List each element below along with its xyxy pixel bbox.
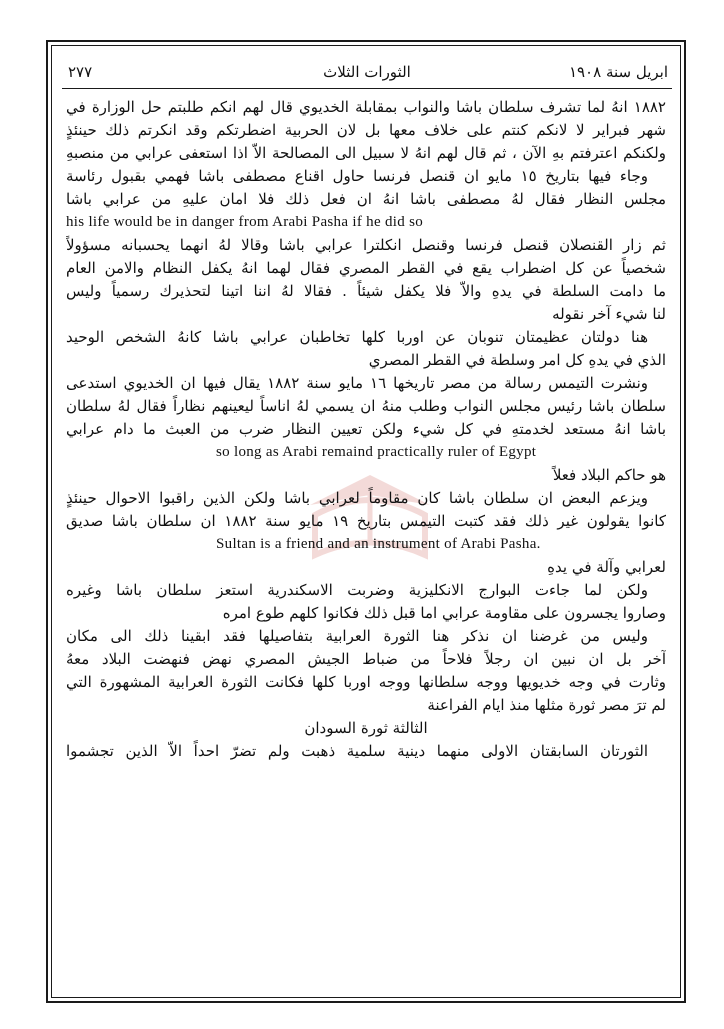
text-line: مجلس النظار فقال لهُ مصطفى باشا انهُ ان فعل ذلك فلا امان عليهِ من عرابي باشا [66,190,666,208]
text-line: ويزعم البعض ان سلطان باشا كان مقاوماً لعرابي باشا ولكن الذين راقبوا الاحوال حينئذٍ [66,489,648,507]
text-line: لعرابي وآلة في يدهِ [547,558,666,576]
text-line: شخصياً عن كل اضطراب يقع في القطر المصري فقال لهما انهُ يكفل النظام والامن العام [66,259,666,277]
text-line: ونشرت التيمس رسالة من مصر تاريخها ١٦ مايو سنة ١٨٨٢ يقال فيها ان الخديوي استدعى [66,374,648,392]
text-line: وليس من غرضنا ان نذكر هنا الثورة العرابية بتفاصيلها فقد ابقينا ذلك الى مكان [66,627,648,645]
text-line: وثارت في وجه خديويها ووجه سلطانها ووجه اوربا كلها فكانت الثورة العرابية المشهورة التي [66,673,666,691]
text-line: آخر بل ان نبين ان رجلاً فلاحاً من ضباط الجيش المصري نهض فنهضت البلاد معهُ [66,650,666,668]
header-page-number: ٢٧٧ [68,63,93,81]
text-line: هنا دولتان عظيمتان تنوبان عن اوربا كلها تخاطبان عرابي باشا كانهُ الشخص الوحيد [66,328,648,346]
english-quote-line: so long as Arabi remaind practically ruler of Egypt [216,444,537,460]
text-line: كانوا يقولون غير ذلك فقد كتبت التيمس بتاريخ ١٩ مايو سنة ١٨٨٢ ان سلطان باشا صديق [66,512,666,530]
english-quote-line: his life would be in danger from Arabi Pasha if he did so [66,214,424,230]
text-line: وصاروا يجسرون على مقاومة عرابي اما قبل ذلك فكانوا كلهم طوع امره [222,604,666,622]
text-line: الذي في يدهِ كل امر وسلطة في القطر المصري [368,351,666,369]
text-line: هو حاكم البلاد فعلاً [552,466,666,484]
article-body [66,96,666,763]
text-line: لنا شيء آخر نقوله [552,305,666,323]
text-line: ثم زار القنصلان قنصل فرنسا وقنصل انكلترا عرابي باشا وقالا لهُ انهما يحسبانه مسؤولاً [66,236,666,254]
text-line: ١٨٨٢ انهُ لما تشرف سلطان باشا والنواب بمقابلة الخديوي قال لهم انكم طلبتم حل الوزارة في [66,98,666,116]
section-heading: الثالثة ثورة السودان [304,719,428,737]
text-line: باشا انهُ مستعد لخدمتهِ في كل شيء ولكن تعيين النظار ضرب من العبث ما دام عرابي [66,420,666,438]
text-line: وجاء فيها بتاريخ ١٥ مايو ان قنصل فرنسا حاول اقناع مصطفى باشا فهمي بقبول رئاسة [66,167,648,185]
header-article-title: الثورات الثلاث [323,63,411,81]
english-quote-line: Sultan is a friend and an instrument of Arabi Pasha. [216,536,541,552]
text-line: لم ترَ مصر ثورة مثلها منذ ايام الفراعنة [427,696,666,714]
text-line: ولكنكم اعترفتم بهِ الآن ، ثم قال لهم انهُ لا سبيل الى المصالحة الاّ اذا استعفى عرابي من منصبهِ [66,144,666,162]
text-line: سلطان باشا رئيس مجلس النواب وطلب منهُ ان يسمي لهُ اناساً ليعينهم نظاراً فقال لهُ سلطان [66,397,666,415]
text-line: ولكن لما جاءت البوارج الانكليزية وضربت الاسكندرية استعز سلطان باشا وغيره [66,581,648,599]
text-line: الثورتان السابقتان الاولى منهما دينية سلمية ذهبت ولم تضرّ احداً الاّ الذين تجشموا [66,742,648,760]
text-line: شهر فبراير لا لانكم كنتم على خلاف معها بل لان الحربية اضطرتكم وقد انكرتم ذلك حينئذٍ [66,121,666,139]
header-rule [62,88,672,89]
text-line: ما دامت السلطة في يدهِ والاّ فلا يكفل شيئاً . فقالا لهُ اننا اتينا لتحذيرك رسمياً وليس [66,282,666,300]
header-issue-date: ابريل سنة ١٩٠٨ [568,63,668,81]
page-header [62,60,672,86]
